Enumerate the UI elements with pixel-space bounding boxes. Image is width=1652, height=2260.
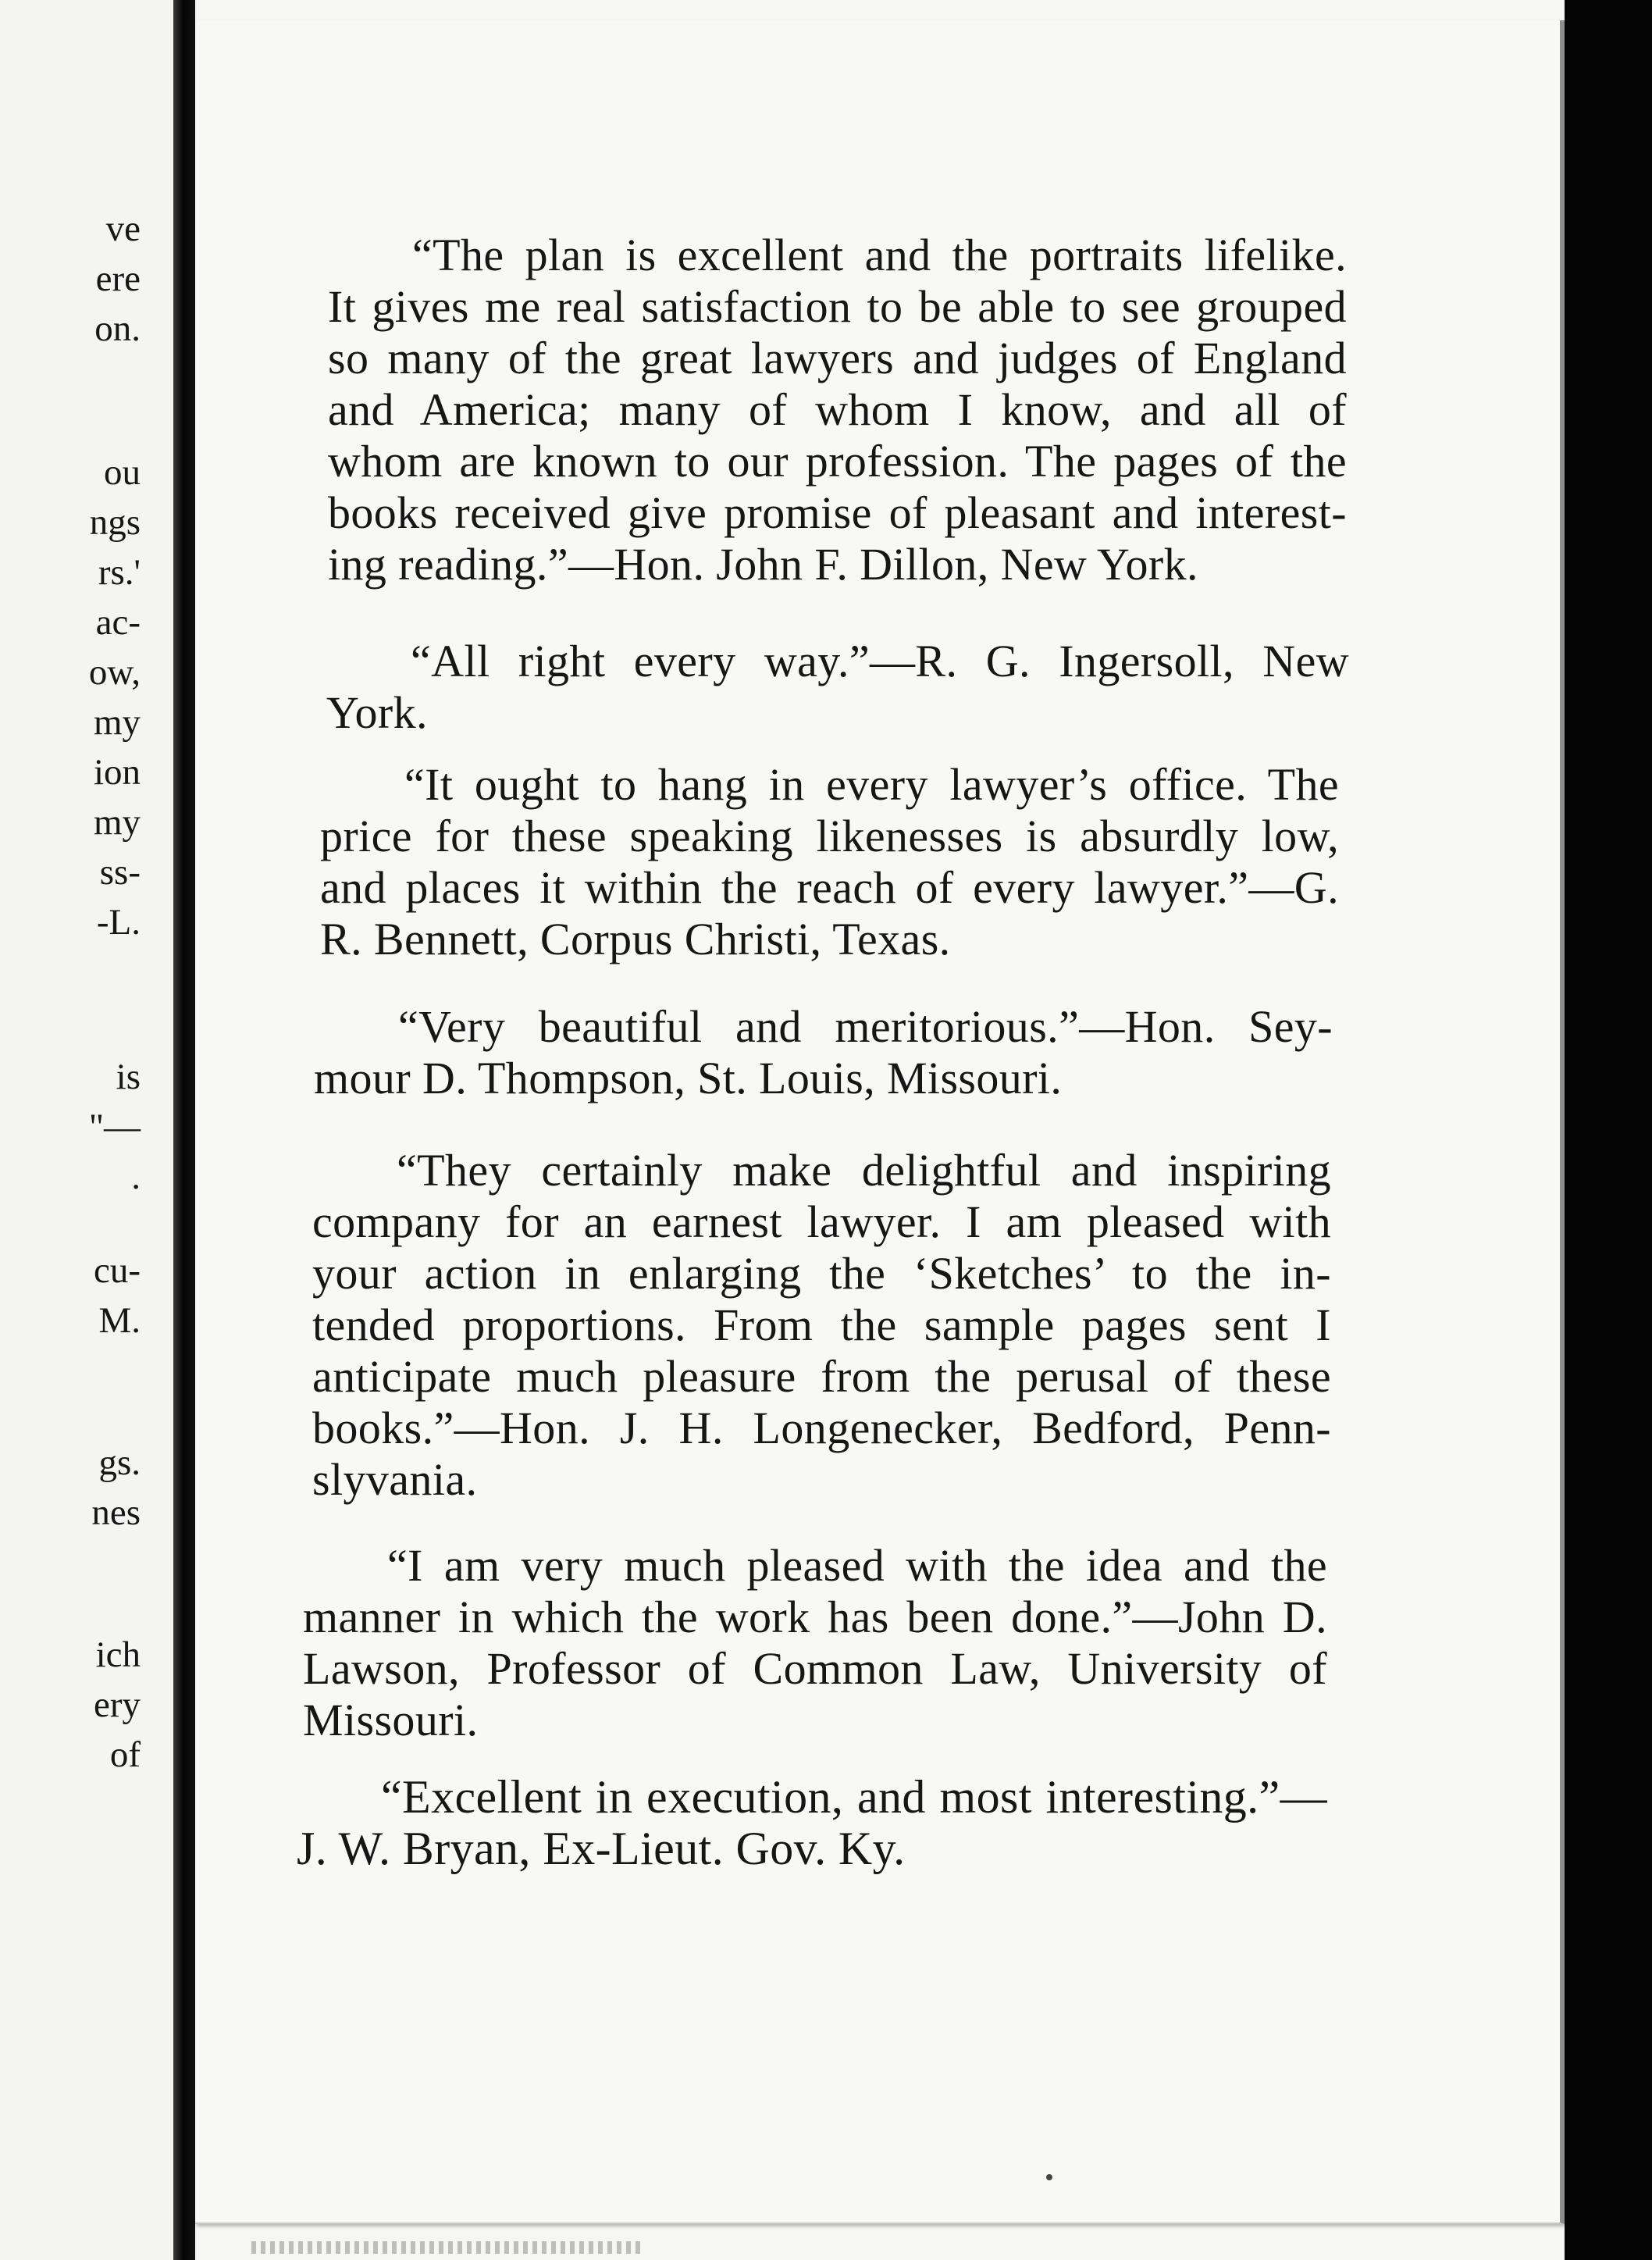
quote-line: mour D. Thompson, St. Louis, Missouri. <box>314 1053 1063 1103</box>
testimonial-quote <box>320 759 1339 965</box>
quote-line: “Excellent in execution, and most interesting.”— <box>381 1771 1327 1823</box>
left-fragment: of <box>109 1734 141 1775</box>
left-fragment: ion <box>93 752 141 793</box>
quote-line: slyvania. <box>312 1454 478 1505</box>
left-fragment: ow, <box>88 652 141 693</box>
scan-smudge <box>251 2241 642 2254</box>
testimonial-quote <box>303 1540 1327 1746</box>
left-fragment: ss- <box>99 852 141 893</box>
quote-line: whom are known to our profession. The pages of the <box>328 436 1347 487</box>
scan-background <box>1565 0 1652 2260</box>
main-page <box>195 20 1565 2224</box>
quote-line: books received give promise of pleasant and interest- <box>328 487 1347 538</box>
left-fragment: ngs <box>89 502 141 543</box>
left-fragment: nes <box>91 1492 141 1533</box>
quote-line: York. <box>326 687 428 738</box>
left-fragment: M. <box>98 1300 141 1341</box>
quote-line: your action in enlarging the ‘Sketches’ to the in- <box>312 1248 1331 1299</box>
quote-line: so many of the great lawyers and judges of England <box>328 333 1347 383</box>
left-fragment: ery <box>93 1684 141 1725</box>
book-gutter <box>173 0 195 2260</box>
page-mark <box>1046 2174 1052 2180</box>
quote-line: anticipate much pleasure from the perusal of these <box>312 1351 1331 1402</box>
quote-line: price for these speaking likenesses is absurdly low, <box>320 811 1339 861</box>
left-fragment: cu- <box>93 1250 141 1291</box>
testimonial-quote <box>328 230 1347 590</box>
quote-line: “They certainly make delightful and inspiring <box>397 1145 1331 1196</box>
testimonial-quote <box>297 1771 1327 1874</box>
testimonial-quote <box>326 636 1349 739</box>
quote-line: “The plan is excellent and the portraits lifelike. <box>412 230 1347 280</box>
quote-line: tended proportions. From the sample pages sent I <box>312 1299 1331 1350</box>
left-fragment: my <box>93 702 141 743</box>
left-fragment: "— <box>88 1107 141 1147</box>
quote-line: Lawson, Professor of Common Law, University of <box>303 1643 1327 1694</box>
quote-line: “It ought to hang in every lawyer’s office. The <box>404 759 1339 810</box>
quote-line: “All right every way.”—R. G. Ingersoll, New <box>411 636 1349 686</box>
left-fragment: ou <box>104 452 141 493</box>
testimonial-quote <box>312 1145 1331 1506</box>
quote-line: R. Bennett, Corpus Christi, Texas. <box>320 914 951 964</box>
quote-line: ing reading.”—Hon. John F. Dillon, New York. <box>328 539 1198 590</box>
quote-line: It gives me real satisfaction to be able to see grouped <box>328 281 1347 332</box>
quote-line: J. W. Bryan, Ex-Lieut. Gov. Ky. <box>297 1823 906 1874</box>
quote-line: “I am very much pleased with the idea and the <box>387 1540 1327 1591</box>
left-page-fragment <box>0 0 173 2260</box>
quote-line: and places it within the reach of every lawyer.”—G. <box>320 862 1339 913</box>
left-fragment: rs.' <box>98 552 141 593</box>
quote-line: books.”—Hon. J. H. Longenecker, Bedford, Penn- <box>312 1403 1331 1453</box>
left-fragment: gs. <box>98 1442 141 1483</box>
left-fragment: ve <box>105 209 141 249</box>
quote-line: and America; many of whom I know, and all of <box>328 384 1347 435</box>
left-fragment: ich <box>95 1634 141 1675</box>
quote-line: “Very beautiful and meritorious.”—Hon. Sey- <box>398 1001 1333 1052</box>
quote-line: Missouri. <box>303 1695 479 1745</box>
left-fragment: -L. <box>96 902 141 943</box>
quote-line: manner in which the work has been done.”—John D. <box>303 1592 1327 1642</box>
left-fragment: my <box>93 802 141 843</box>
left-fragment: on. <box>94 308 141 349</box>
left-fragment: ere <box>95 258 141 299</box>
left-fragment: is <box>116 1057 141 1097</box>
left-fragment: . <box>131 1157 141 1197</box>
testimonial-quote <box>314 1001 1333 1104</box>
quote-line: company for an earnest lawyer. I am pleased with <box>312 1196 1331 1247</box>
left-fragment: ac- <box>95 602 141 643</box>
